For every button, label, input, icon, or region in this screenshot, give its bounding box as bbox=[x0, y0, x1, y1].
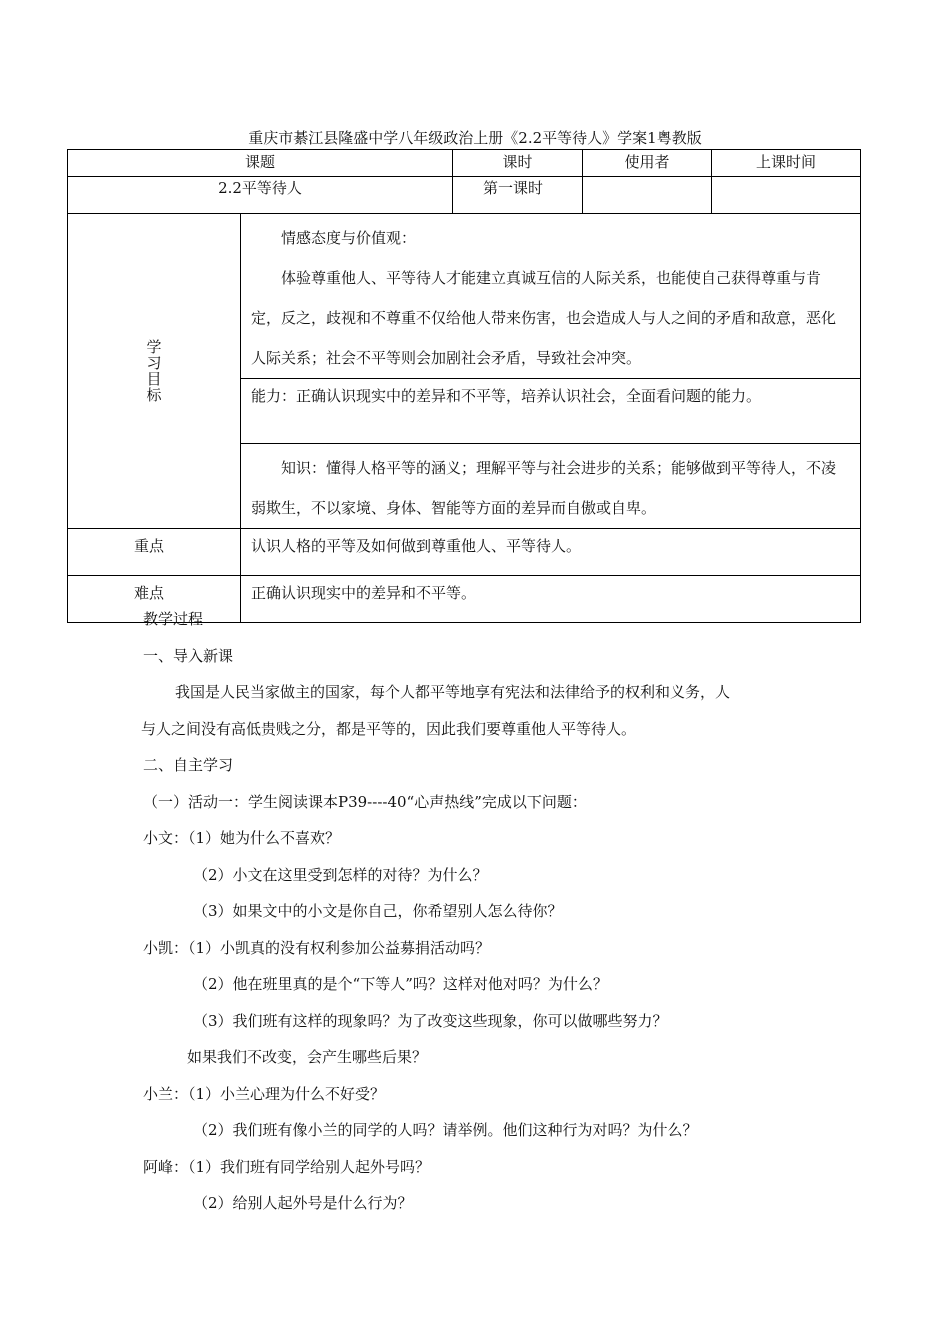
activity-instruction: （一）活动一：学生阅读课本P39----40“心声热线”完成以下问题： bbox=[143, 792, 587, 811]
difficulty-label: 难点 bbox=[68, 576, 241, 623]
question-line: （3）我们班有这样的现象吗？为了改变这些现象，你可以做哪些努力？ bbox=[193, 1011, 668, 1030]
key-point-row bbox=[68, 529, 861, 576]
goals-label: 学习目标 bbox=[146, 337, 162, 404]
table-row bbox=[68, 177, 861, 214]
process-heading: 教学过程 bbox=[143, 610, 204, 628]
table-header-row bbox=[68, 150, 861, 177]
attitude-text: 体验尊重他人、平等待人才能建立真诚互信的人际关系，也能使自己获得尊重与肯定，反之，歧视和不尊重不仅给他人带来伤害，也会造成人与人之间的矛盾和敌意，恶化人际关系；社会不平等则会加剧社会矛盾，导致社会冲突。 bbox=[251, 269, 837, 367]
question-line: （2）我们班有像小兰的同学的人吗？请举例。他们这种行为对吗？为什么？ bbox=[193, 1121, 698, 1139]
goals-label-cell bbox=[68, 214, 241, 529]
key-point-text: 认识人格的平等及如何做到尊重他人、平等待人。 bbox=[241, 529, 861, 576]
ability-text: 能力：正确认识现实中的差异和不平等，培养认识社会，全面看问题的能力。 bbox=[241, 379, 861, 444]
key-point-label: 重点 bbox=[68, 529, 241, 576]
question-line: （3）如果文中的小文是你自己，你希望别人怎么待你？ bbox=[193, 902, 563, 920]
question-line: （2）给别人起外号是什么行为？ bbox=[193, 1194, 413, 1212]
intro-paragraph-line1: 我国是人民当家做主的国家，每个人都平等地享有宪法和法律给予的权利和义务，人 bbox=[175, 683, 731, 701]
question-line: 阿峰：（1）我们班有同学给别人起外号吗？ bbox=[143, 1157, 431, 1176]
question-line: 小兰：（1）小兰心理为什么不好受？ bbox=[143, 1084, 386, 1103]
document-title: 重庆市綦江县隆盛中学八年级政治上册《2.2平等待人》学案1粤教版 bbox=[248, 129, 702, 147]
intro-paragraph-line2: 与人之间没有高低贵贱之分，都是平等的，因此我们要尊重他人平等待人。 bbox=[141, 719, 637, 738]
period-value: 第一课时 bbox=[453, 177, 583, 214]
question-line: （2）小文在这里受到怎样的对待？为什么？ bbox=[193, 865, 488, 884]
question-line: 小凯：（1）小凯真的没有权利参加公益募捐活动吗？ bbox=[143, 938, 491, 957]
header-period: 课时 bbox=[453, 150, 583, 177]
header-user: 使用者 bbox=[583, 150, 712, 177]
lesson-plan-table bbox=[67, 149, 861, 623]
knowledge-text: 知识：懂得人格平等的涵义；理解平等与社会进步的关系；能够做到平等待人，不凌弱欺生，不以家境、身体、智能等方面的差异而自傲或自卑。 bbox=[251, 459, 837, 517]
question-line: （2）他在班里真的是个“下等人”吗？这样对他对吗？为什么？ bbox=[193, 975, 608, 993]
question-line: 如果我们不改变，会产生哪些后果？ bbox=[187, 1048, 428, 1066]
section-heading-intro: 一、导入新课 bbox=[143, 646, 234, 665]
header-class-time: 上课时间 bbox=[712, 150, 861, 177]
header-topic: 课题 bbox=[68, 150, 453, 177]
topic-value: 2.2平等待人 bbox=[68, 177, 453, 214]
goals-row-attitude bbox=[68, 214, 861, 379]
difficulty-text: 正确认识现实中的差异和不平等。 bbox=[241, 576, 861, 623]
attitude-heading: 情感态度与价值观： bbox=[281, 229, 417, 247]
question-line: 小文：（1）她为什么不喜欢？ bbox=[143, 829, 341, 847]
class-time-value bbox=[712, 177, 861, 214]
user-value bbox=[583, 177, 712, 214]
teaching-process bbox=[143, 601, 843, 1222]
section-heading-self-study: 二、自主学习 bbox=[143, 756, 234, 774]
